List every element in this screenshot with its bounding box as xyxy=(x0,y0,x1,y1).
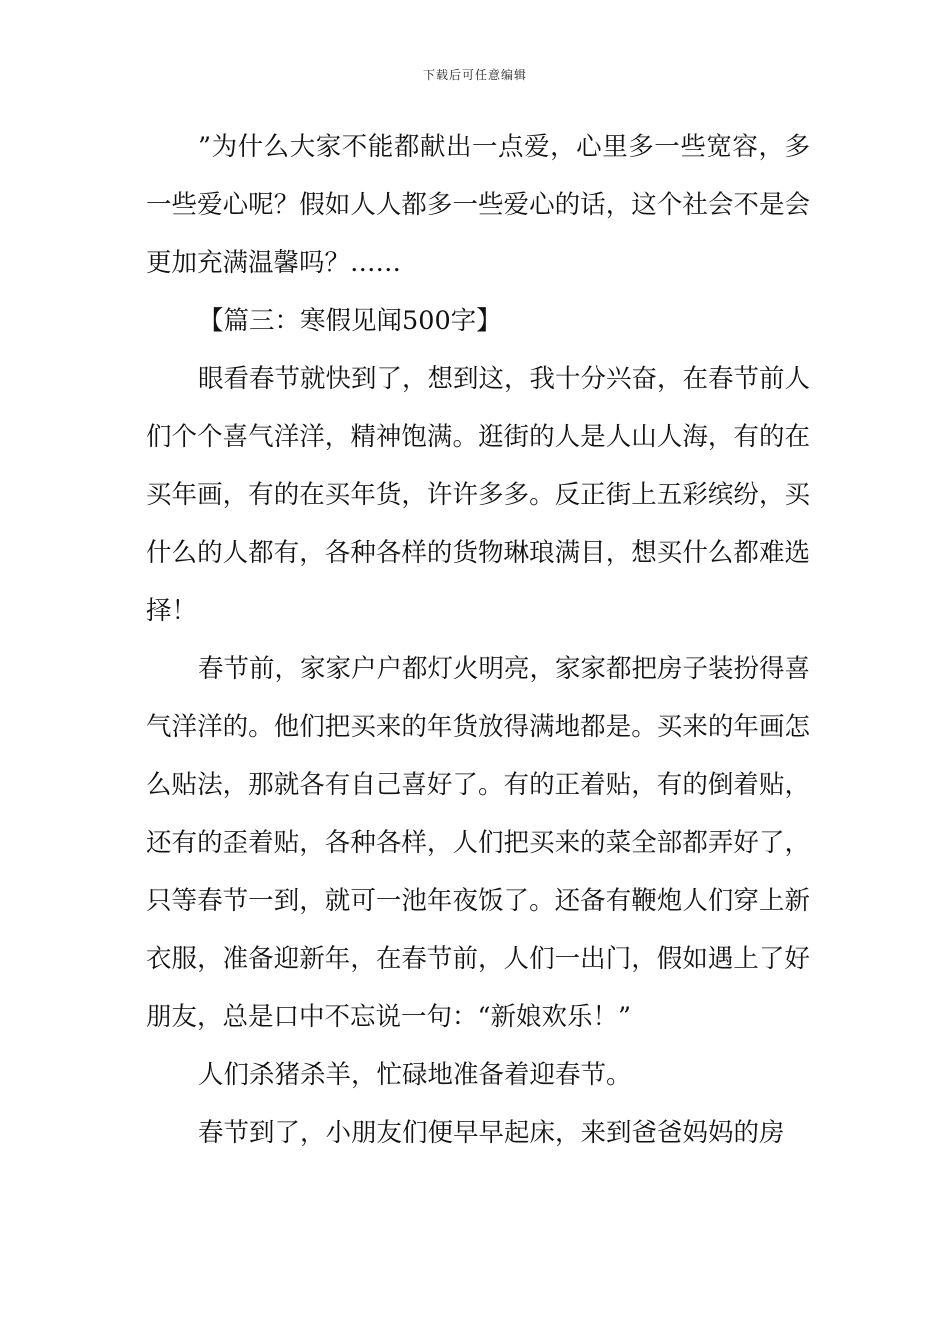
paragraph-spring-festival-morning: 春节到了，小朋友们便早早起床，来到爸爸妈妈的房 xyxy=(198,1118,785,1148)
paragraph-home-decoration: 春节前，家家户户都灯火明亮，家家都把房子装扮得喜气洋洋的。他们把买来的年货放得满地都是。买来的年画怎么贴法，那就各有自己喜好了。有的正着贴，有的倒着贴，还有的歪着贴，各种各样，人们把买来的菜全部都弄好了，只等春节一到，就可一池年夜饭了。还备有鞭炮人们穿上新衣服，准备迎新年，在春节前，人们一出门，假如遇上了好朋友，总是口中不忘说一句：“新娘欢乐！” xyxy=(146,654,811,1032)
paragraph-preparation: 人们杀猪杀羊，忙碌地准备着迎春节。 xyxy=(198,1060,632,1090)
paragraph-continuation: ”为什么大家不能都献出一点爱，心里多一些宽容，多一些爱心呢？假如人人都多一些爱心的话，这个社会不是会更加充满温馨吗？…… xyxy=(146,132,810,278)
document-body xyxy=(146,118,810,1162)
page-header-note: 下载后可任意编辑 xyxy=(422,68,527,82)
section-heading: 【篇三：寒假见闻500字】 xyxy=(198,306,502,336)
paragraph-street-shopping: 眼看春节就快到了，想到这，我十分兴奋，在春节前人们个个喜气洋洋，精神饱满。逛街的人是人山人海，有的在买年画，有的在买年货，许许多多。反正街上五彩缤纷，买什么的人都有，各种各样的货物琳琅满目，想买什么都难选择！ xyxy=(146,364,811,626)
